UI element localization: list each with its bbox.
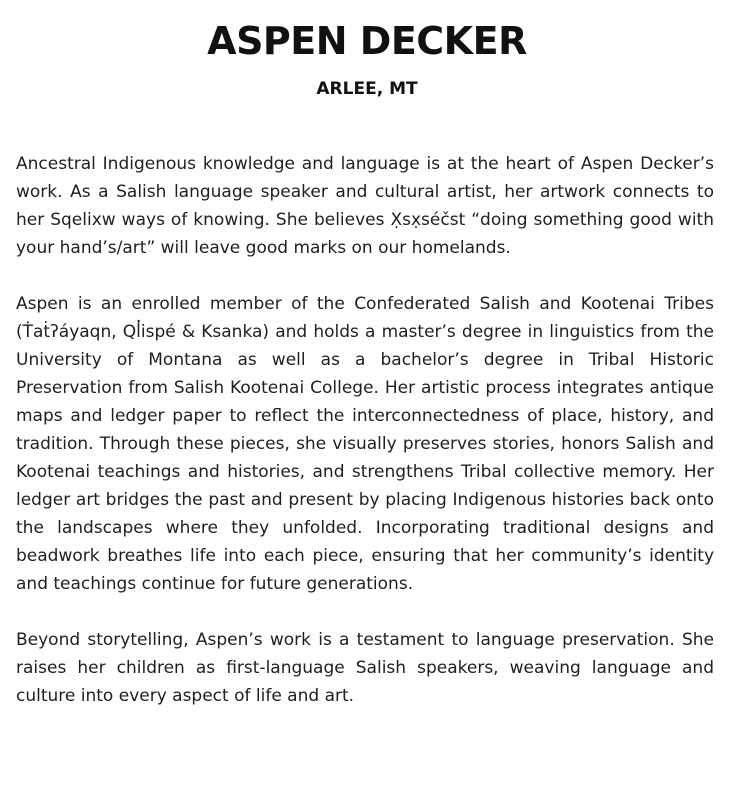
bio-paragraph-1: Ancestral Indigenous knowledge and language is at the heart of Aspen Decker’s work. As a Salish language speaker and cultural artist, her artwork connects to her Sqelixw ways of knowing. She believes X̣sx̣séčst “doing something good with your hand’s/art” will leave good marks on our homelands. xyxy=(16,154,714,258)
artist-bio xyxy=(16,150,714,738)
bio-paragraph-2: Aspen is an enrolled member of the Confederated Salish and Kootenai Tribes (Ṫaṫʔáyaqn, Ql̓ispé & Ksanka) and holds a master’s degree in linguistics from the University of Montana as well as a bachelor’s degree in Tribal Historic Preservation from Salish Kootenai College. Her artistic process integrates antique maps and ledger paper to reflect the interconnectedness of place, history, and tradition. Through these pieces, she visually preserves stories, honors Salish and Kootenai teachings and histories, and strengthens Tribal collective memory. Her ledger art bridges the past and present by placing Indigenous histories back onto the landscapes where they unfolded. Incorporating traditional designs and beadwork breathes life into each piece, ensuring that her community’s identity and teachings continue for future generations. xyxy=(16,294,714,594)
bio-paragraph-3: Beyond storytelling, Aspen’s work is a testament to language preservation. She raises her children as first-language Salish speakers, weaving language and culture into every aspect of life and art. xyxy=(16,630,714,706)
artist-name: ASPEN DECKER xyxy=(207,19,527,63)
artist-location: ARLEE, MT xyxy=(316,79,418,99)
